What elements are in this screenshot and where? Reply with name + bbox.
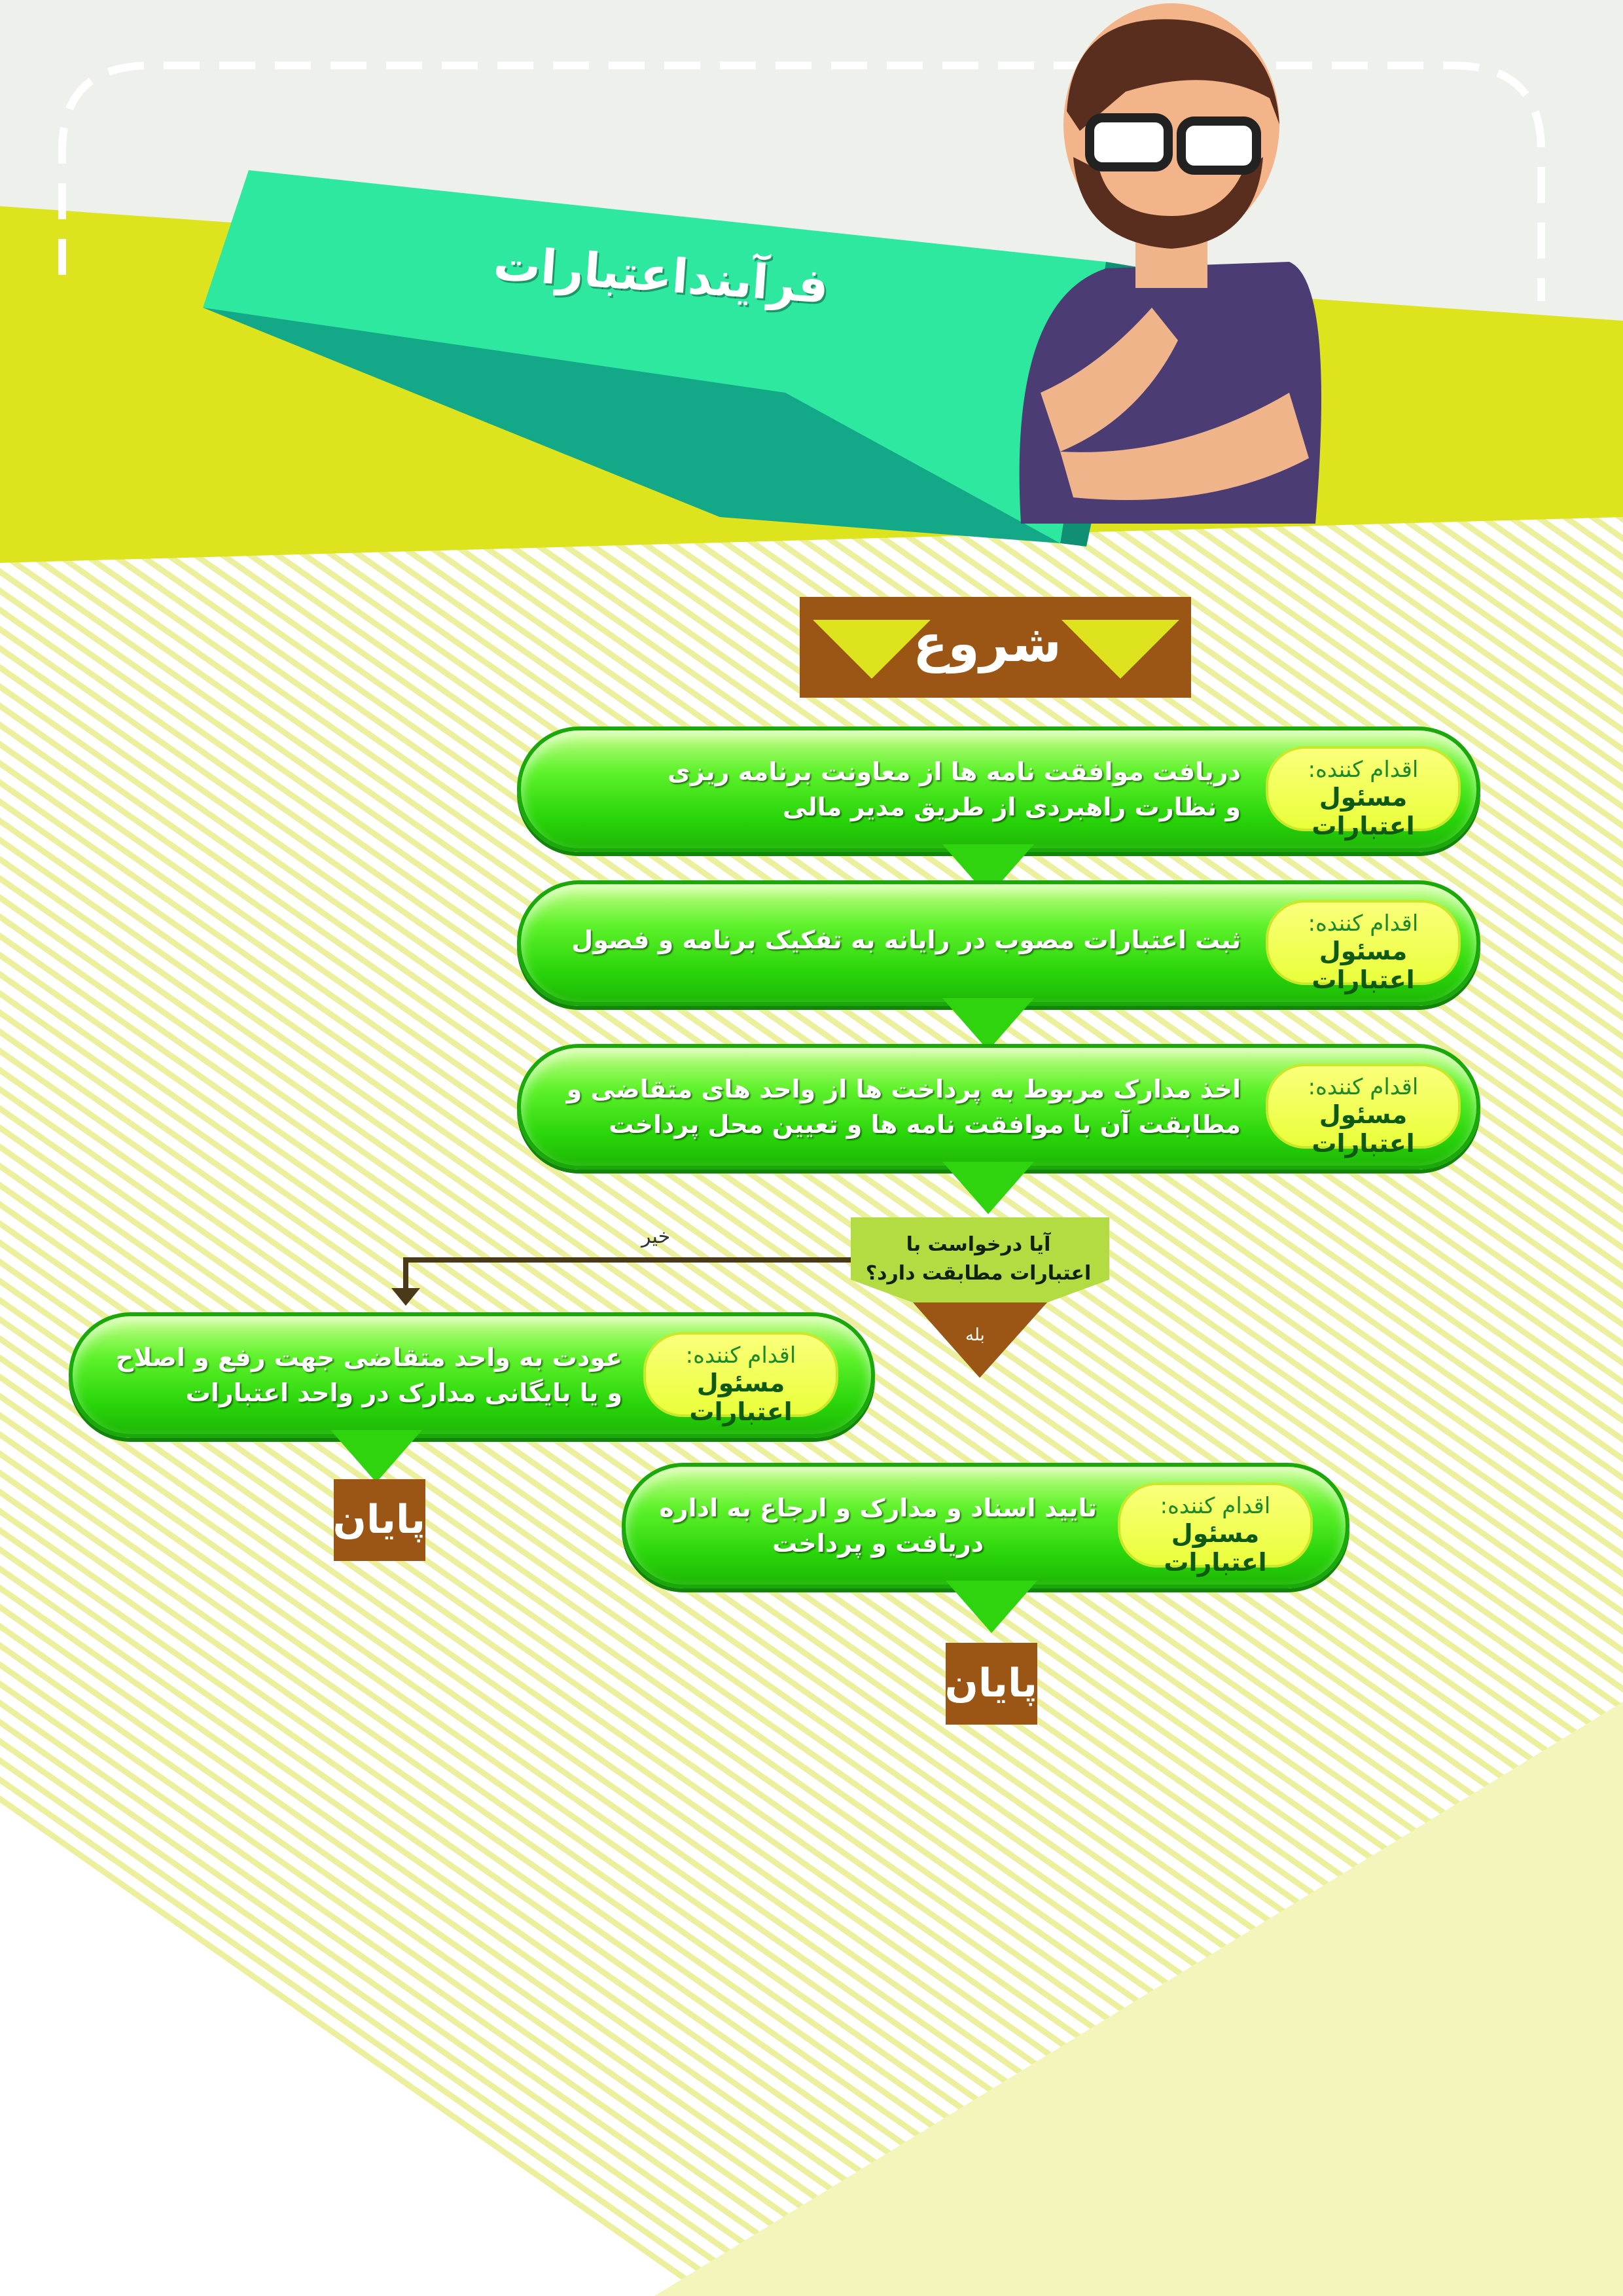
banner-title: فرآینداعتبارات (491, 236, 830, 314)
flow-arrow (942, 998, 1034, 1050)
step-2-text: ثبت اعتبارات مصوب در رایانه به تفکیک برنامه و فصول (571, 925, 1241, 954)
decision-no-label: خیر (641, 1225, 671, 1248)
decision-text: آیا درخواست با اعتبارات مطابقت دارد؟ (865, 1233, 1092, 1285)
actor-badge: اقدام کننده: مسئول اعتبارات (1118, 1482, 1313, 1568)
process-step-1 (517, 726, 1480, 852)
step-3-text: اخذ مدارک مربوط به پرداخت ها از واحد های متقاضی و مطابقت آن با موافقت نامه ها و تعیین محل پرداخت (566, 1075, 1241, 1139)
actor-badge: اقدام کننده: مسئول اعتبارات (643, 1332, 838, 1417)
process-step-return (69, 1312, 875, 1438)
process-step-3 (517, 1044, 1480, 1170)
chevron-down-icon (1061, 620, 1179, 679)
end-box: پایان (946, 1643, 1037, 1725)
actor-badge: اقدام کننده: مسئول اعتبارات (1266, 746, 1461, 831)
process-step-2 (517, 880, 1480, 1006)
step-1-text: دریافت موافقت نامه ها از معاونت برنامه ریزی و نظارت راهبردی از طریق مدیر مالی (667, 757, 1241, 821)
approve-step-text: تایید اسناد و مدارک و ارجاع به اداره دریافت و پرداخت (659, 1494, 1097, 1558)
start-label: شروع (913, 615, 1061, 673)
actor-badge: اقدام کننده: مسئول اعتبارات (1266, 1064, 1461, 1149)
decision-yes-label: بله (965, 1325, 985, 1345)
actor-badge: اقدام کننده: مسئول اعتبارات (1266, 900, 1461, 985)
end-box: پایان (334, 1479, 425, 1561)
flow-arrow (330, 1430, 422, 1482)
return-step-text: عودت به واحد متقاضی جهت رفع و اصلاح و یا بایگانی مدارک در واحد اعتبارات (115, 1343, 622, 1407)
process-step-approve (622, 1463, 1349, 1588)
start-box (800, 597, 1191, 698)
flow-arrow (946, 1581, 1037, 1633)
flow-arrow (942, 1162, 1034, 1214)
